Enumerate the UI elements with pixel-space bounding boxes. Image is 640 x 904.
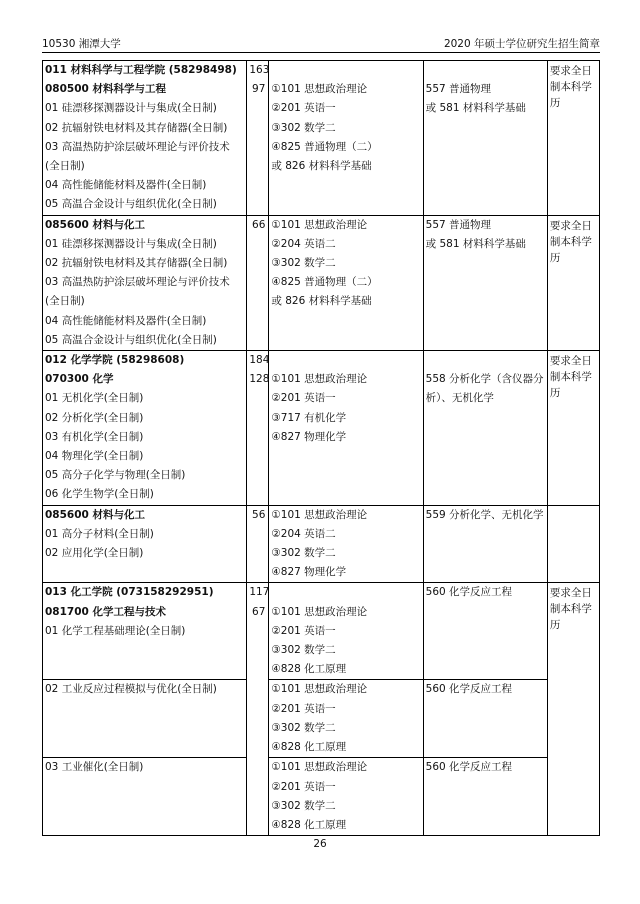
retest-subject: 或 581 材料科学基础 (425, 102, 526, 115)
quota-cell (247, 505, 269, 583)
retest-cell (423, 758, 547, 836)
direction-item: 05 高分子化学与物理(全日制) (45, 469, 186, 482)
exam-cell (269, 505, 423, 583)
major-title: 081700 化学工程与技术 (45, 605, 166, 618)
remark-cell: 要求全日制本科学历 (547, 351, 599, 506)
direction-item: 01 化学工程基础理论(全日制) (45, 624, 186, 637)
quota-number: 184 (249, 354, 270, 367)
quota-number: 128 (249, 373, 270, 386)
exam-subject: ①101 思想政治理论 (271, 508, 368, 521)
exam-subject: ③302 数学二 (271, 121, 336, 134)
quota-number: 117 (249, 586, 270, 599)
exam-subject: ②204 英语二 (271, 527, 336, 540)
major-title: 012 化学学院 (58298608) (45, 354, 185, 367)
college-cell (43, 215, 247, 350)
retest-cell (423, 215, 547, 350)
retest-subject: 558 分析化学（含仪器分析）、无机化学 (425, 373, 544, 405)
exam-subject: ③302 数学二 (271, 547, 336, 560)
direction-item: 04 高性能储能材料及器件(全日制) (45, 314, 207, 327)
major-title: 011 材料科学与工程学院 (58298498) (45, 64, 237, 76)
quota-cell (247, 61, 269, 216)
exam-cell (269, 61, 423, 216)
quota-number: 163 (249, 64, 270, 76)
exam-subject: ④827 物理化学 (271, 430, 347, 443)
direction-item: 03 高温热防护涂层破坏理论与评价技术 (45, 140, 230, 153)
exam-subject: ②201 英语一 (271, 702, 336, 715)
exam-subject: ②201 英语一 (271, 102, 336, 115)
direction-item: 02 应用化学(全日制) (45, 547, 144, 560)
exam-cell (269, 351, 423, 506)
direction-item: 01 高分子材料(全日制) (45, 527, 154, 540)
exam-subject: ③302 数学二 (271, 721, 336, 734)
table-row (43, 215, 600, 350)
major-title: 085600 材料与化工 (45, 508, 145, 521)
college-title: 013 化工学院 (073158292951) (45, 586, 214, 599)
exam-subject: ②201 英语一 (271, 780, 336, 793)
college-cell (43, 505, 247, 583)
retest-cell (423, 583, 547, 680)
exam-subject: ①101 思想政治理论 (271, 683, 368, 696)
retest-subject: 560 化学反应工程 (425, 683, 513, 696)
retest-cell (423, 61, 547, 216)
direction-item: 05 高温合金设计与组织优化(全日制) (45, 333, 217, 346)
quota-cell (247, 583, 269, 836)
exam-cell (269, 758, 423, 836)
retest-subject: 559 分析化学、无机化学 (425, 508, 544, 521)
brochure-title: 2020 年硕士学位研究生招生简章 (443, 38, 600, 50)
direction-item: (全日制) (45, 295, 85, 308)
direction-item: 02 工业反应过程模拟与优化(全日制) (45, 683, 217, 696)
table-row (43, 351, 600, 506)
exam-subject: ④828 化工原理 (271, 741, 347, 754)
college-cell (43, 351, 247, 506)
direction-item: 05 高温合金设计与组织优化(全日制) (45, 198, 217, 211)
retest-subject: 557 普通物理 (425, 218, 492, 231)
direction-item: 01 硅漂移探测器设计与集成(全日制) (45, 102, 217, 115)
page-header (42, 36, 600, 53)
direction-item: 04 高性能储能材料及器件(全日制) (45, 179, 207, 192)
direction-item: 03 高温热防护涂层破坏理论与评价技术 (45, 276, 230, 289)
quota-cell (247, 215, 269, 350)
quota-cell (247, 351, 269, 506)
direction-item: 01 硅漂移探测器设计与集成(全日制) (45, 237, 217, 250)
remark-cell: 要求全日制本科学历 (547, 583, 599, 836)
university-name: 10530 湘潭大学 (42, 38, 121, 50)
direction-cell (43, 680, 247, 758)
exam-subject: ②204 英语二 (271, 237, 336, 250)
college-cell (43, 583, 247, 680)
retest-subject: 或 581 材料科学基础 (425, 237, 526, 250)
direction-item: 04 物理化学(全日制) (45, 450, 144, 463)
exam-subject: 或 826 材料科学基础 (271, 160, 372, 172)
direction-item: 06 化学生物学(全日制) (45, 488, 154, 501)
direction-item: 02 抗辐射铁电材料及其存储器(全日制) (45, 257, 228, 270)
exam-subject: ②201 英语一 (271, 624, 336, 637)
quota-number: 97 (252, 83, 266, 96)
major-title: 080500 材料科学与工程 (45, 83, 166, 96)
exam-subject: ②201 英语一 (271, 392, 336, 405)
college-cell (43, 61, 247, 216)
direction-item: 03 工业催化(全日制) (45, 761, 144, 774)
direction-item: (全日制) (45, 160, 85, 173)
direction-item: 02 抗辐射铁电材料及其存储器(全日制) (45, 121, 228, 134)
exam-subject: ④828 化工原理 (271, 663, 347, 676)
exam-subject: ①101 思想政治理论 (271, 218, 368, 231)
table-row (43, 680, 600, 758)
table-row (43, 758, 600, 836)
exam-subject: ④825 普通物理（二） (271, 276, 378, 289)
remark-cell: 要求全日制本科学历 (547, 61, 599, 216)
major-title: 085600 材料与化工 (45, 218, 145, 231)
table-row (43, 583, 600, 680)
table-row (43, 61, 600, 216)
remark-cell: 要求全日制本科学历 (547, 215, 599, 350)
direction-cell (43, 758, 247, 836)
exam-subject: ③302 数学二 (271, 644, 336, 657)
exam-subject: ①101 思想政治理论 (271, 83, 368, 96)
exam-subject: ④828 化工原理 (271, 818, 347, 831)
table-row (43, 505, 600, 583)
exam-subject: ①101 思想政治理论 (271, 605, 368, 618)
exam-subject: ①101 思想政治理论 (271, 373, 368, 386)
retest-cell (423, 505, 547, 583)
exam-subject: ④827 物理化学 (271, 566, 347, 579)
retest-subject: 560 化学反应工程 (425, 586, 513, 599)
direction-item: 01 无机化学(全日制) (45, 392, 144, 405)
remark-cell (547, 505, 599, 583)
exam-subject: 或 826 材料科学基础 (271, 295, 372, 308)
page-number: 26 (313, 838, 327, 850)
direction-item: 02 分析化学(全日制) (45, 411, 144, 424)
direction-item: 03 有机化学(全日制) (45, 430, 144, 443)
retest-cell (423, 680, 547, 758)
quota-number: 66 (252, 218, 266, 231)
exam-subject: ④825 普通物理（二） (271, 140, 378, 153)
exam-subject: ③717 有机化学 (271, 411, 347, 424)
exam-cell (269, 215, 423, 350)
major-title: 070300 化学 (45, 373, 114, 386)
quota-number: 67 (252, 605, 266, 618)
admission-table (42, 60, 600, 836)
exam-cell (269, 680, 423, 758)
retest-subject: 557 普通物理 (425, 83, 492, 96)
exam-subject: ③302 数学二 (271, 799, 336, 812)
retest-subject: 560 化学反应工程 (425, 761, 513, 774)
quota-number: 56 (252, 508, 266, 521)
retest-cell (423, 351, 547, 506)
exam-cell (269, 583, 423, 680)
exam-subject: ①101 思想政治理论 (271, 761, 368, 774)
exam-subject: ③302 数学二 (271, 257, 336, 270)
